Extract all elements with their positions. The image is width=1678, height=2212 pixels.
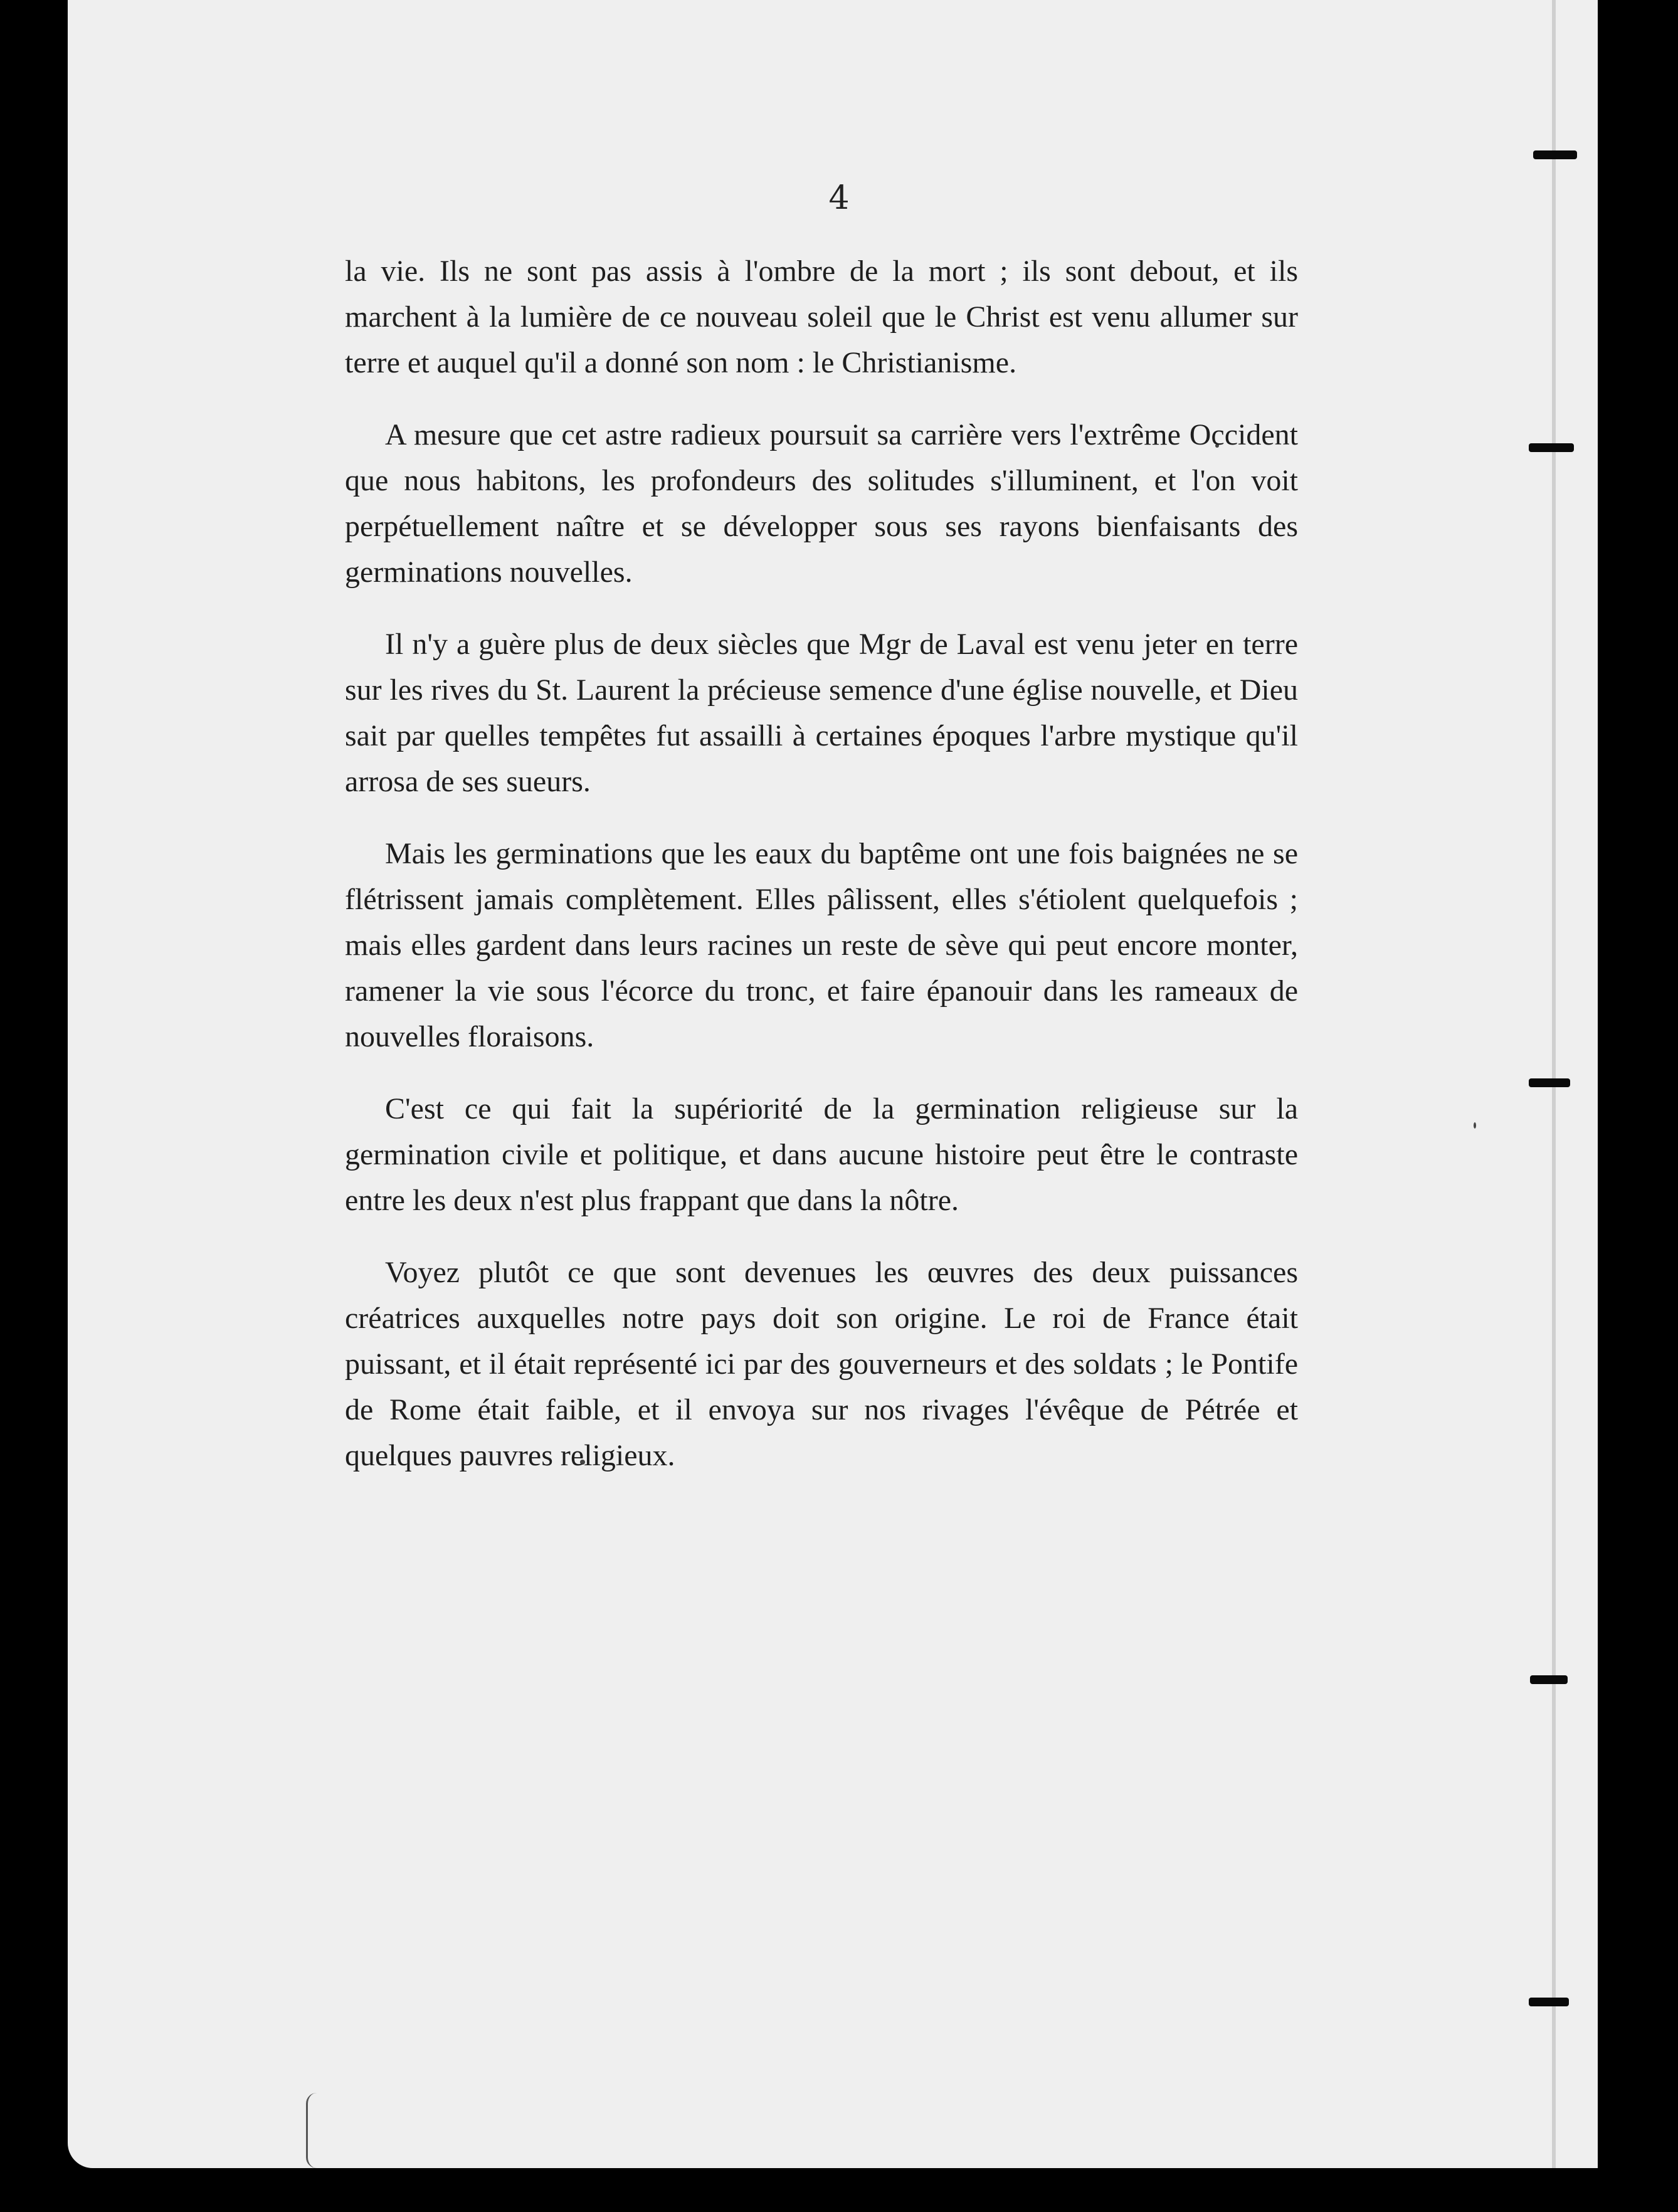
paragraph: Voyez plutôt ce que sont devenues les œuvres des deux puissances créatrices auxquelles notre pays doit son origine. Le roi de France était puissant, et il était représenté ici par des gouverneurs et des soldats ; le Pontife de Rome était faible, et il envoya sur nos rivages l'évêque de Pétrée et quelques pauvres religieux. bbox=[345, 1256, 1298, 1472]
binding-tape-mark bbox=[1529, 1998, 1569, 2006]
paragraph: Il n'y a guère plus de deux siècles que Mgr de Laval est venu jeter en terre sur les rives du St. Laurent la précieuse semence d'une église nouvelle, et Dieu sait par quelles tempêtes fut assailli à certaines époques l'arbre mystique qu'il arrosa de ses sueurs. bbox=[345, 628, 1298, 798]
ink-speck bbox=[1474, 1122, 1476, 1129]
page-number: 4 bbox=[828, 179, 850, 217]
paragraph: la vie. Ils ne sont pas assis à l'ombre de la mort ; ils sont debout, et ils marchent à la lumière de ce nouveau soleil que le Christ est venu allumer sur terre et auquel qu'il a donné son nom : le Christianisme. bbox=[345, 255, 1298, 379]
paragraph: C'est ce qui fait la supériorité de la germination religieuse sur la germination civile et politique, et dans aucune histoire peut être le contraste entre les deux n'est plus frappant que dans la nôtre. bbox=[345, 1092, 1298, 1217]
body-text bbox=[345, 248, 1298, 1505]
binding-tape-mark bbox=[1529, 443, 1574, 452]
binding-tape-mark bbox=[1533, 150, 1577, 159]
page-edge-curl bbox=[306, 2093, 317, 2168]
paragraph: Mais les germinations que les eaux du baptême ont une fois baignées ne se flétrissent jamais complètement. Elles pâlissent, elles s'étiolent quelquefois ; mais elles gardent dans leurs racines un reste de sève qui peut encore monter, ramener la vie sous l'écorce du tronc, et faire épanouir dans les rameaux de nouvelles floraisons. bbox=[345, 837, 1298, 1053]
binding-tape-mark bbox=[1530, 1675, 1568, 1684]
binding-tape-mark bbox=[1529, 1078, 1570, 1087]
paragraph: A mesure que cet astre radieux poursuit sa carrière vers l'extrême Occident que nous habitons, les profondeurs des solitudes s'illuminent, et l'on voit perpétuellement naître et se développer sous ses rayons bienfaisants des germinations nouvelles. bbox=[345, 418, 1298, 589]
